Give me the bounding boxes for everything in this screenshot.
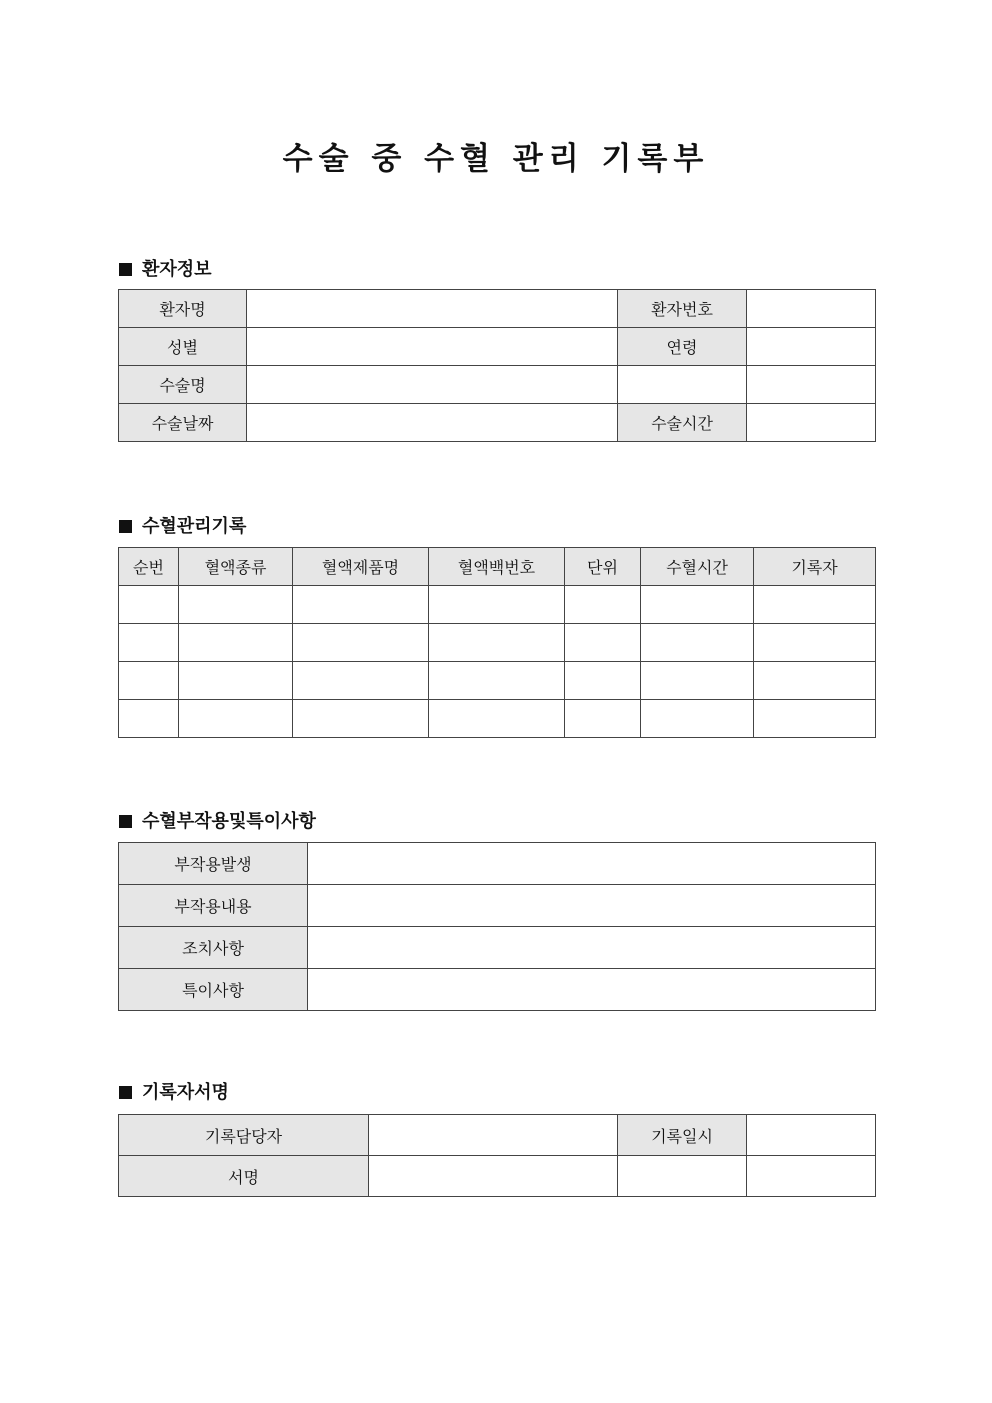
reaction-table bbox=[118, 842, 876, 1011]
patient-name-label: 환자명 bbox=[119, 290, 247, 328]
age-label: 연령 bbox=[618, 328, 747, 366]
table-cell[interactable] bbox=[565, 700, 641, 738]
table-row bbox=[119, 366, 876, 404]
table-row bbox=[119, 290, 876, 328]
table-cell[interactable] bbox=[293, 662, 429, 700]
table-cell[interactable] bbox=[641, 586, 754, 624]
record-datetime-field[interactable] bbox=[747, 1115, 876, 1156]
record-datetime-label: 기록일시 bbox=[618, 1115, 747, 1156]
table-row bbox=[119, 624, 876, 662]
table-cell[interactable] bbox=[179, 700, 293, 738]
section-heading-signature bbox=[119, 1078, 229, 1104]
actions-taken-field[interactable] bbox=[308, 927, 876, 969]
section-heading-transfusion bbox=[119, 512, 246, 538]
column-header-bag-number: 혈액백번호 bbox=[429, 548, 565, 586]
reaction-occurrence-label: 부작용발생 bbox=[119, 843, 308, 885]
column-header-product-name: 혈액제품명 bbox=[293, 548, 429, 586]
special-notes-label: 특이사항 bbox=[119, 969, 308, 1011]
table-cell[interactable] bbox=[429, 624, 565, 662]
square-bullet-icon bbox=[119, 1086, 132, 1099]
square-bullet-icon bbox=[119, 520, 132, 533]
actions-taken-label: 조치사항 bbox=[119, 927, 308, 969]
section-label: 수혈관리기록 bbox=[142, 516, 247, 537]
section-label: 기록자서명 bbox=[142, 1082, 229, 1103]
surgery-time-label: 수술시간 bbox=[618, 404, 747, 442]
age-field[interactable] bbox=[747, 328, 876, 366]
table-cell[interactable] bbox=[293, 700, 429, 738]
table-row bbox=[119, 1115, 876, 1156]
table-row bbox=[119, 927, 876, 969]
section-heading-patient bbox=[119, 255, 212, 281]
table-cell[interactable] bbox=[641, 662, 754, 700]
column-header-transfusion-time: 수혈시간 bbox=[641, 548, 754, 586]
table-cell[interactable] bbox=[754, 624, 876, 662]
patient-name-field[interactable] bbox=[247, 290, 618, 328]
table-cell[interactable] bbox=[119, 586, 179, 624]
table-cell[interactable] bbox=[565, 662, 641, 700]
patient-info-table bbox=[118, 289, 876, 442]
table-cell[interactable] bbox=[429, 662, 565, 700]
reaction-details-field[interactable] bbox=[308, 885, 876, 927]
signature-table bbox=[118, 1114, 876, 1197]
patient-number-field[interactable] bbox=[747, 290, 876, 328]
reaction-occurrence-field[interactable] bbox=[308, 843, 876, 885]
table-cell[interactable] bbox=[429, 700, 565, 738]
table-row bbox=[119, 843, 876, 885]
square-bullet-icon bbox=[119, 815, 132, 828]
table-row bbox=[119, 969, 876, 1011]
sex-label: 성별 bbox=[119, 328, 247, 366]
transfusion-record-table bbox=[118, 547, 876, 738]
recorder-field[interactable] bbox=[369, 1115, 618, 1156]
special-notes-field[interactable] bbox=[308, 969, 876, 1011]
column-header-seq: 순번 bbox=[119, 548, 179, 586]
table-cell[interactable] bbox=[293, 624, 429, 662]
table-cell[interactable] bbox=[754, 586, 876, 624]
section-heading-reaction bbox=[119, 807, 316, 833]
patient-number-label: 환자번호 bbox=[618, 290, 747, 328]
table-cell[interactable] bbox=[179, 624, 293, 662]
table-row bbox=[119, 404, 876, 442]
recorder-label: 기록담당자 bbox=[119, 1115, 369, 1156]
table-row bbox=[119, 700, 876, 738]
table-cell[interactable] bbox=[293, 586, 429, 624]
table-cell[interactable] bbox=[119, 662, 179, 700]
surgery-name-field[interactable] bbox=[247, 366, 618, 404]
surgery-name-label: 수술명 bbox=[119, 366, 247, 404]
table-cell[interactable] bbox=[641, 700, 754, 738]
page-title: 수술 중 수혈 관리 기록부 bbox=[282, 141, 710, 177]
table-row bbox=[119, 328, 876, 366]
surgery-date-label: 수술날짜 bbox=[119, 404, 247, 442]
square-bullet-icon bbox=[119, 263, 132, 276]
table-cell[interactable] bbox=[119, 624, 179, 662]
table-row bbox=[119, 586, 876, 624]
table-cell[interactable] bbox=[641, 624, 754, 662]
table-row bbox=[119, 885, 876, 927]
table-cell[interactable] bbox=[565, 624, 641, 662]
table-cell[interactable] bbox=[754, 662, 876, 700]
column-header-blood-type: 혈액종류 bbox=[179, 548, 293, 586]
surgery-time-field[interactable] bbox=[747, 404, 876, 442]
reaction-details-label: 부작용내용 bbox=[119, 885, 308, 927]
table-header-row bbox=[119, 548, 876, 586]
table-cell[interactable] bbox=[179, 586, 293, 624]
blank-cell[interactable] bbox=[618, 366, 747, 404]
section-label: 환자정보 bbox=[142, 259, 212, 280]
table-cell[interactable] bbox=[119, 700, 179, 738]
table-row bbox=[119, 1156, 876, 1197]
signature-field[interactable] bbox=[369, 1156, 618, 1197]
section-label: 수혈부작용및특이사항 bbox=[142, 811, 316, 832]
table-cell[interactable] bbox=[565, 586, 641, 624]
signature-label: 서명 bbox=[119, 1156, 369, 1197]
column-header-recorder: 기록자 bbox=[754, 548, 876, 586]
table-cell[interactable] bbox=[754, 700, 876, 738]
surgery-date-field[interactable] bbox=[247, 404, 618, 442]
blank-cell[interactable] bbox=[747, 1156, 876, 1197]
column-header-unit: 단위 bbox=[565, 548, 641, 586]
blank-cell[interactable] bbox=[747, 366, 876, 404]
sex-field[interactable] bbox=[247, 328, 618, 366]
table-cell[interactable] bbox=[429, 586, 565, 624]
table-row bbox=[119, 662, 876, 700]
table-cell[interactable] bbox=[179, 662, 293, 700]
blank-cell[interactable] bbox=[618, 1156, 747, 1197]
